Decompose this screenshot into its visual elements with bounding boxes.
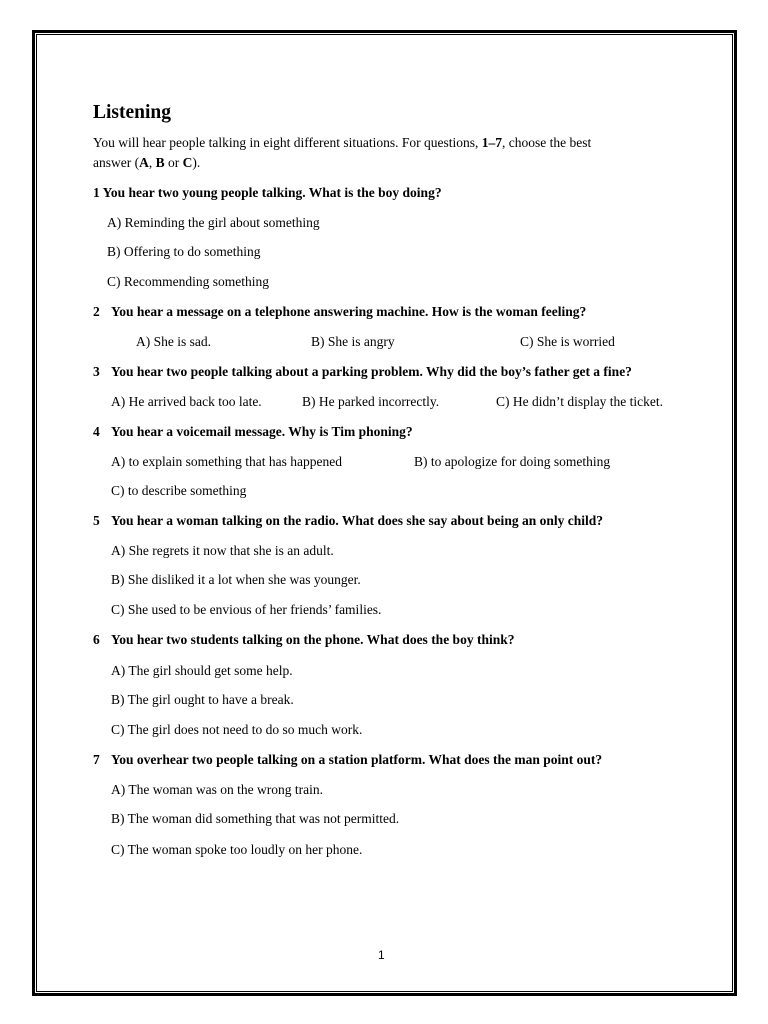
question-2-option-a[interactable]: A) She is sad. [136, 334, 211, 349]
question-3-number: 3 [93, 364, 100, 379]
instructions-text: answer ( [93, 155, 140, 170]
instructions-text: , [148, 155, 156, 170]
question-4-option-a[interactable]: A) to explain something that has happened [111, 454, 342, 469]
instructions-text: , choose the best [501, 135, 592, 150]
instructions-text: or [164, 155, 183, 170]
instructions-line-2 [93, 155, 200, 171]
question-7-option-c[interactable]: C) The woman spoke too loudly on her phone. [111, 842, 363, 857]
option-letter-c: C [182, 155, 193, 170]
option-letter-a: A [139, 155, 149, 170]
question-6-option-c[interactable]: C) The girl does not need to do so much work. [111, 722, 363, 737]
question-4-option-c[interactable]: C) to describe something [111, 483, 247, 498]
question-5-text: You hear a woman talking on the radio. What does she say about being an only child? [111, 513, 603, 528]
question-range: 1–7 [481, 135, 502, 150]
question-5-option-c[interactable]: C) She used to be envious of her friends’ families. [111, 602, 382, 617]
question-5-option-b[interactable]: B) She disliked it a lot when she was younger. [111, 572, 361, 587]
question-6-number: 6 [93, 632, 100, 647]
question-2-option-b[interactable]: B) She is angry [311, 334, 395, 349]
question-3-option-c[interactable]: C) He didn’t display the ticket. [496, 394, 663, 409]
question-2-text: You hear a message on a telephone answering machine. How is the woman feeling? [111, 304, 587, 319]
question-1-option-b[interactable]: B) Offering to do something [107, 244, 261, 259]
question-4-text: You hear a voicemail message. Why is Tim phoning? [111, 424, 413, 439]
question-4-option-b[interactable]: B) to apologize for doing something [414, 454, 611, 469]
question-6-option-b[interactable]: B) The girl ought to have a break. [111, 692, 294, 707]
question-7-text: You overhear two people talking on a station platform. What does the man point out? [111, 752, 603, 767]
page-title: Listening [93, 102, 172, 123]
instructions-text: ). [192, 155, 201, 170]
question-6-text: You hear two students talking on the phone. What does the boy think? [111, 632, 515, 647]
question-2-option-c[interactable]: C) She is worried [520, 334, 615, 349]
question-6-option-a[interactable]: A) The girl should get some help. [111, 663, 293, 678]
question-2-number: 2 [93, 304, 100, 319]
question-1-option-c[interactable]: C) Recommending something [107, 274, 269, 289]
page-number: 1 [378, 948, 385, 962]
question-7-option-a[interactable]: A) The woman was on the wrong train. [111, 782, 323, 797]
question-3-option-a[interactable]: A) He arrived back too late. [111, 394, 262, 409]
option-letter-b: B [155, 155, 165, 170]
question-3-text: You hear two people talking about a parking problem. Why did the boy’s father get a fine? [111, 364, 632, 379]
instructions-text: You will hear people talking in eight different situations. For questions, [93, 135, 482, 150]
question-5-number: 5 [93, 513, 100, 528]
question-7-option-b[interactable]: B) The woman did something that was not permitted. [111, 811, 400, 826]
question-1-option-a[interactable]: A) Reminding the girl about something [107, 215, 320, 230]
question-7-number: 7 [93, 752, 100, 767]
question-5-option-a[interactable]: A) She regrets it now that she is an adult. [111, 543, 334, 558]
instructions-line-1 [93, 135, 591, 151]
question-1-text: 1 You hear two young people talking. What is the boy doing? [93, 185, 442, 200]
question-3-option-b[interactable]: B) He parked incorrectly. [302, 394, 440, 409]
question-4-number: 4 [93, 424, 100, 439]
